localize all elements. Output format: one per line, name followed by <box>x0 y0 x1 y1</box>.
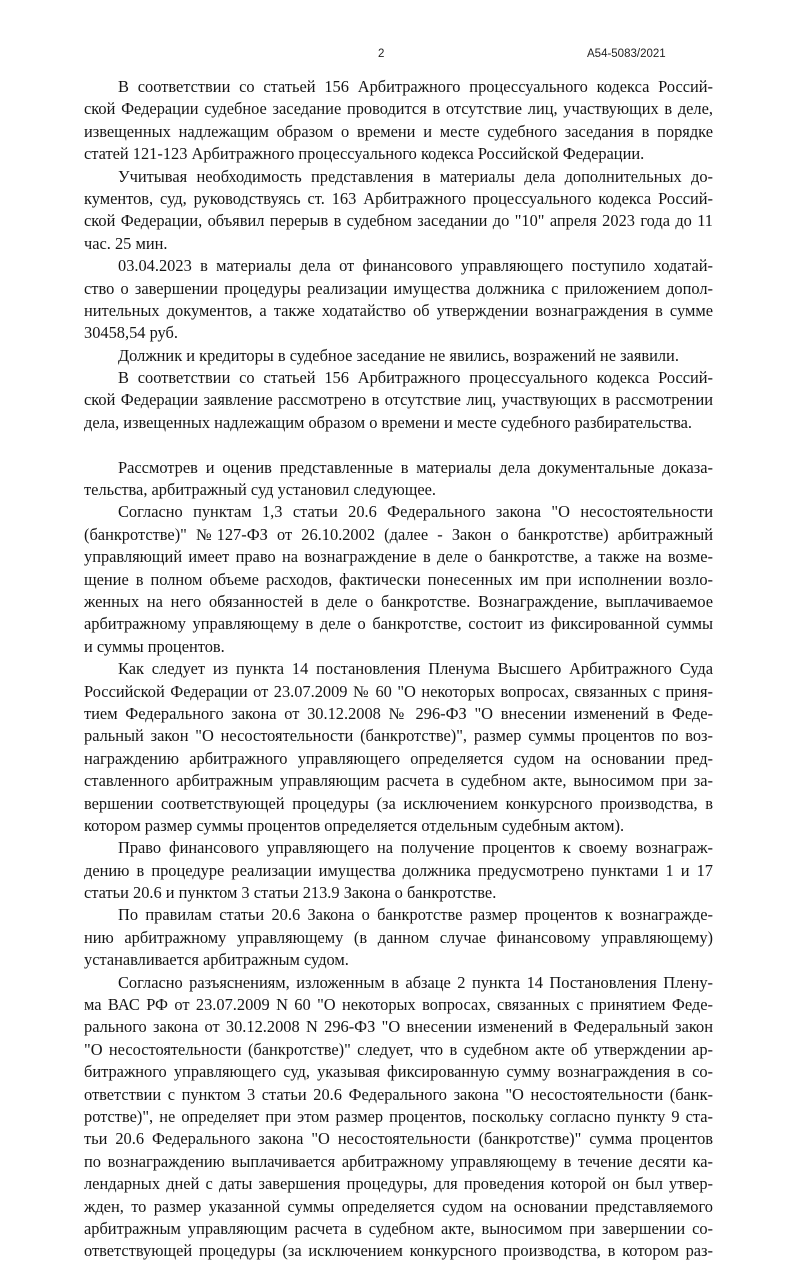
text-line: статьи 20.6 и пунктом 3 статьи 213.9 Закона о банкротстве. <box>84 883 497 903</box>
text-line: нию арбитражному управляющему (в данном случае финансовому управляющему) <box>84 927 713 947</box>
paragraph-recess <box>84 166 713 256</box>
text-line: Рассмотрев и оценив представленные в материалы дела документальные доказа- <box>118 457 713 477</box>
text-line: ма ВАС РФ от 23.07.2009 N 60 "О некоторых вопросах, связанных с принятием Феде- <box>84 995 713 1015</box>
text-line: ответствующей процедуры (за исключением конкурсного производства, в котором раз- <box>84 1241 713 1261</box>
paragraph-rules-article-20-6 <box>84 904 713 971</box>
text-line: тием Федерального закона от 30.12.2008 № 296-ФЗ "О внесении изменений в Феде- <box>84 703 713 723</box>
text-line: арбитражным управляющим расчета в судебном акте, выносимом при завершении со- <box>84 1218 713 1238</box>
text-line: устанавливается арбитражным судом. <box>84 950 349 970</box>
text-line: управляющий имеет право на вознаграждение в деле о банкротстве, а также на возме- <box>84 547 713 567</box>
document-body <box>84 76 713 1263</box>
page-number: 2 <box>378 48 385 60</box>
text-line: дела, извещенных надлежащим образом о времени и месте судебного разбирательства. <box>84 412 693 432</box>
text-line: Учитывая необходимость представления в материалы дела дополнительных до- <box>118 166 713 186</box>
text-line: 03.04.2023 в материалы дела от финансового управляющего поступило ходатай- <box>118 256 713 276</box>
text-line: вершении соответствующей процедуры (за исключением конкурсного производства, в <box>84 793 713 813</box>
text-line: женных на него обязанностей в деле о банкротстве. Вознаграждение, выплачиваемое <box>84 591 713 611</box>
paragraph-article-20-6 <box>84 501 713 658</box>
text-line: по вознаграждению выплачивается арбитражному управляющему в течение десяти ка- <box>84 1151 713 1171</box>
paragraph-plenum-resolution <box>84 658 713 837</box>
paragraph-considered-in-absence <box>84 367 713 434</box>
text-line: ской Федерации судебное заседание проводится в отсутствие лиц, участвующих в деле, <box>84 99 713 119</box>
text-line: По правилам статьи 20.6 Закона о банкротстве размер процентов к вознагражде- <box>118 905 713 925</box>
text-line: Должник и кредиторы в судебное заседание не явились, возражений не заявили. <box>118 345 679 365</box>
text-line: жден, то размер указанной суммы определяется судом на основании представляемого <box>84 1196 713 1216</box>
text-line: ротстве)", не определяет при этом размер процентов, поскольку согласно пункту 9 ста- <box>84 1106 713 1126</box>
text-line: 30458,54 руб. <box>84 323 178 343</box>
page-header <box>0 48 800 64</box>
text-line: нительных документов, а также ходатайство об утверждении вознаграждения в сумме <box>84 300 713 320</box>
text-line: дению в процедуре реализации имущества должника предусмотрено пунктами 1 и 17 <box>84 860 713 880</box>
text-line: статей 121-123 Арбитражного процессуального кодекса Российской Федерации. <box>84 144 645 164</box>
text-line: арбитражному управляющему в деле о банкротстве, состоит из фиксированной суммы <box>84 614 713 634</box>
text-line: награждению арбитражного управляющего определяется судом на основании пред- <box>84 748 713 768</box>
text-line: лендарных дней с даты завершения процедуры, для проведения которой он был утвер- <box>84 1174 713 1194</box>
text-line: извещенных надлежащим образом о времени и месте судебного заседания в порядке <box>84 121 713 141</box>
paragraph-court-findings <box>84 457 713 502</box>
text-line: котором размер суммы процентов определяется отдельным судебным актом). <box>84 815 625 835</box>
text-line: Согласно разъяснениям, изложенным в абзаце 2 пункта 14 Постановления Плену- <box>118 972 713 992</box>
text-line: рального закона от 30.12.2008 N 296-ФЗ "О внесении изменений в Федеральный закон <box>84 1017 713 1037</box>
text-line: и суммы процентов. <box>84 636 225 656</box>
case-number: А54-5083/2021 <box>587 48 666 60</box>
text-line: Российской Федерации от 23.07.2009 № 60 "О некоторых вопросах, связанных с приня- <box>84 681 713 701</box>
paragraph-right-to-interest <box>84 837 713 904</box>
text-line: (банкротстве)" №127-ФЗ от 26.10.2002 (далее - Закон о банкротстве) арбитражный <box>84 524 713 544</box>
text-line: В соответствии со статьей 156 Арбитражного процессуального кодекса Россий- <box>118 368 713 388</box>
text-line: "О несостоятельности (банкротстве)" следует, что в судебном акте об утверждении ар- <box>84 1039 713 1059</box>
text-line: ство о завершении процедуры реализации имущества должника с приложением допол- <box>84 278 713 298</box>
text-line: щение в полном объеме расходов, фактически понесенных им при исполнении возло- <box>84 569 713 589</box>
text-line: тьи 20.6 Федерального закона "О несостоятельности (банкротстве)" сумма процентов <box>84 1129 713 1149</box>
text-line: ской Федерации, объявил перерыв в судебном заседании до "10" апреля 2023 года до 11 <box>84 211 713 231</box>
text-line: тельства, арбитражный суд установил следующее. <box>84 480 436 500</box>
paragraph-clarifications <box>84 972 713 1263</box>
paragraph-no-objections <box>84 345 713 367</box>
paragraph-petition <box>84 255 713 345</box>
text-line: Как следует из пункта 14 постановления Пленума Высшего Арбитражного Суда <box>118 659 713 679</box>
text-line: битражного управляющего суд, указывая фиксированную сумму вознаграждения в со- <box>84 1062 713 1082</box>
text-line: Согласно пунктам 1,3 статьи 20.6 Федерального закона "О несостоятельности <box>118 502 713 522</box>
paragraph-hearing-absence <box>84 76 713 166</box>
text-line: ской Федерации заявление рассмотрено в отсутствие лиц, участвующих в рассмотрении <box>84 390 713 410</box>
text-line: Право финансового управляющего на получение процентов к своему вознаграж- <box>118 838 713 858</box>
text-line: ральный закон "О несостоятельности (банкротстве)", размер суммы процентов по воз- <box>84 726 713 746</box>
text-line: час. 25 мин. <box>84 233 168 253</box>
text-line: кументов, суд, руководствуясь ст. 163 Арбитражного процессуального кодекса Россий- <box>84 188 713 208</box>
text-line: В соответствии со статьей 156 Арбитражного процессуального кодекса Россий- <box>118 77 713 96</box>
text-line: ставленного арбитражным управляющим расчета в судебном акте, выносимом при за- <box>84 771 713 791</box>
text-line: ответствии с пунктом 3 статьи 20.6 Федерального закона "О несостоятельности (банк- <box>84 1084 713 1104</box>
